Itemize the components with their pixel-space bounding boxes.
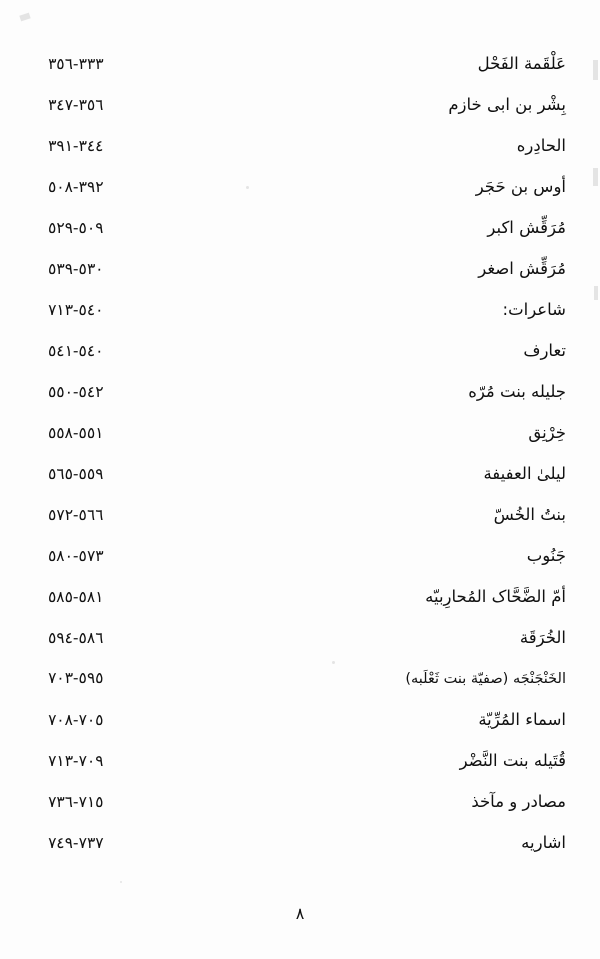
toc-page-range: ٥٠٩-٥٢٩: [47, 219, 104, 237]
toc-page-range: ٣٥٦-٣٤٧: [47, 96, 104, 114]
toc-entry: [48, 259, 566, 300]
toc-entry-title: أمّ الضَّحَّاک المُحارِبیّه: [425, 587, 566, 606]
toc-entry: [48, 54, 566, 95]
toc-page-range: ٥٧٣-٥٨٠: [47, 547, 104, 565]
toc-entry: [48, 95, 566, 136]
toc-page-range: ٧٣٧-٧٤٩: [47, 834, 104, 852]
toc-page-range: ٥٤٠-٧١٣: [47, 301, 104, 319]
toc-section-heading: [48, 300, 566, 341]
toc-entry: [48, 464, 566, 505]
toc-page-range: ٧٠٥-٧٠٨: [47, 711, 104, 729]
toc-page-range: ٥٣٠-٥٣٩: [47, 260, 104, 278]
toc-entry-title: خِرْنِق: [528, 423, 566, 442]
toc-entry-title: الحادِره: [516, 136, 566, 155]
toc-entry: [48, 792, 566, 833]
table-of-contents: [0, 54, 600, 874]
toc-page-range: ٥٤٢-٥٥٠: [47, 383, 104, 401]
toc-entry: [48, 587, 566, 628]
toc-entry-title: جلیله بنت مُرّه: [468, 382, 566, 401]
toc-entry: [48, 505, 566, 546]
toc-page-range: ٥٥٩-٥٦٥: [47, 465, 104, 483]
toc-page-range: ٣٩٢-٥٠٨: [47, 178, 104, 196]
toc-entry: [48, 423, 566, 464]
toc-page-range: ٥٥١-٥٥٨: [47, 424, 104, 442]
toc-page-range: ٥٦٦-٥٧٢: [47, 506, 104, 524]
scan-speck: [120, 881, 122, 883]
scan-edge-mark: [19, 13, 30, 22]
toc-entry: [48, 710, 566, 751]
toc-entry-title: قُتَیله بنت النَّضْر: [459, 751, 566, 770]
toc-entry: [48, 382, 566, 423]
toc-entry: [48, 751, 566, 792]
toc-entry-title: بِشْر بن ابی خازم: [448, 95, 566, 114]
toc-page-range: ٣٣٣-٣٥٦: [47, 55, 104, 73]
page-number: ٨: [295, 904, 305, 923]
toc-entry-title: مصادر و مآخذ: [471, 792, 566, 811]
toc-entry-title: أوس بن حَجَر: [475, 177, 566, 196]
toc-entry-title: اشاریه: [521, 833, 566, 852]
toc-entry: [48, 546, 566, 587]
toc-entry: [48, 218, 566, 259]
toc-entry: [48, 136, 566, 177]
toc-entry: [48, 669, 566, 710]
toc-entry-title: جَنُوب: [526, 546, 566, 565]
toc-entry: [48, 628, 566, 669]
toc-page-range: ٥٨١-٥٨٥: [47, 588, 104, 606]
toc-entry: [48, 341, 566, 382]
toc-page-range: ٧١٥-٧٣٦: [47, 793, 104, 811]
toc-entry-title: بنتُ الخُسّ: [493, 505, 566, 524]
toc-entry-title: مُرَقِّش اصغر: [478, 259, 566, 278]
toc-entry: [48, 833, 566, 874]
toc-entry-title: اسماء المُرِّیّة: [478, 710, 566, 729]
toc-entry-title: عَلْقَمة الفَحْل: [477, 54, 566, 73]
toc-entry-title: الخُرَقَة: [519, 628, 566, 647]
toc-entry-title: تعارف: [523, 341, 566, 360]
toc-page-range: ٣٤٤-٣٩١: [47, 137, 104, 155]
toc-entry: [48, 177, 566, 218]
toc-page-range: ٥٨٦-٥٩٤: [47, 629, 104, 647]
toc-page-range: ٧٠٩-٧١٣: [47, 752, 104, 770]
toc-page-range: ٥٤٠-٥٤١: [47, 342, 104, 360]
toc-entry-title: شاعرات:: [502, 300, 566, 319]
toc-entry-title: لیلیٰ العفیفة: [483, 464, 566, 483]
toc-page-range: ٥٩٥-٧٠٣: [47, 669, 104, 687]
toc-entry-title: الخَنْجَنْجَه (صفیّة بنت ثَعْلَبه): [405, 671, 566, 687]
toc-entry-title: مُرَقِّش اکبر: [487, 218, 566, 237]
